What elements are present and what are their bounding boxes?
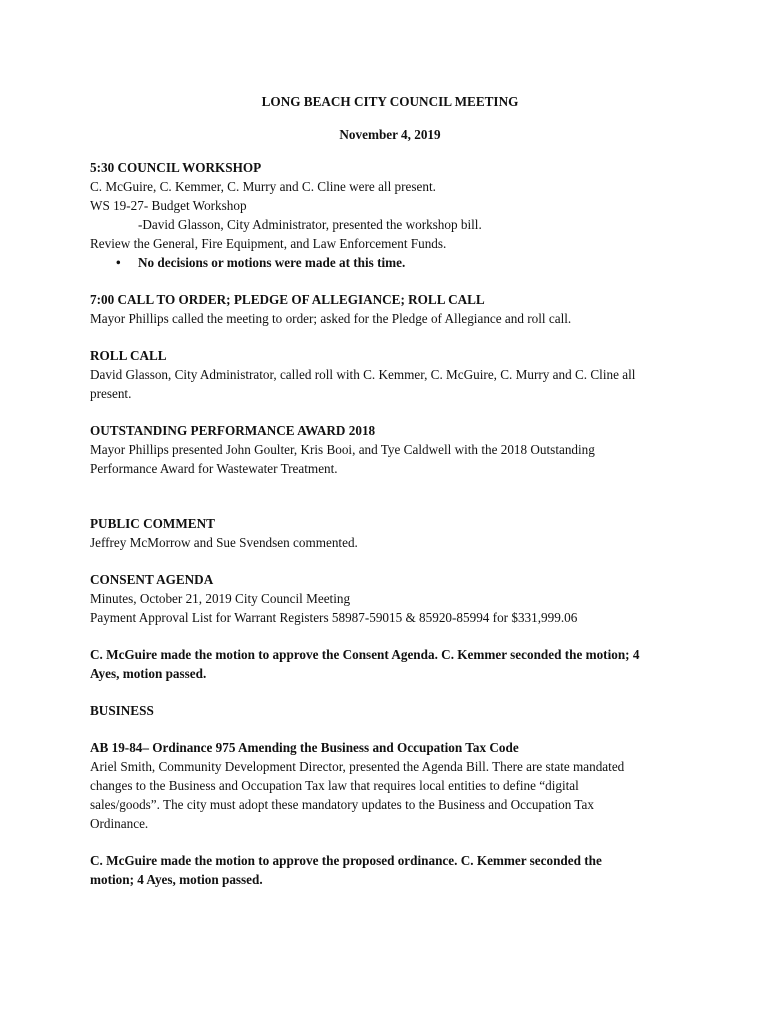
business-section	[90, 701, 690, 720]
public-comment-section	[90, 514, 690, 552]
workshop-heading: 5:30 COUNCIL WORKSHOP	[90, 160, 262, 175]
ordinance-motion-line-1: C. McGuire made the motion to approve the proposed ordinance. C. Kemmer seconded the	[90, 853, 602, 868]
call-to-order-text: Mayor Phillips called the meeting to order; asked for the Pledge of Allegiance and roll call.	[90, 311, 572, 326]
consent-agenda-heading: CONSENT AGENDA	[90, 572, 214, 587]
workshop-bullet-text: No decisions or motions were made at this time.	[138, 255, 406, 270]
award-heading: OUTSTANDING PERFORMANCE AWARD 2018	[90, 423, 376, 438]
ab-19-84-section	[90, 738, 690, 833]
consent-motion-line-1: C. McGuire made the motion to approve the Consent Agenda. C. Kemmer seconded the motion; 4	[90, 647, 640, 662]
meeting-date: November 4, 2019	[339, 127, 441, 142]
consent-agenda-section	[90, 570, 690, 627]
call-to-order-section	[90, 290, 690, 328]
workshop-review: Review the General, Fire Equipment, and Law Enforcement Funds.	[90, 236, 447, 251]
consent-motion-line-2: Ayes, motion passed.	[90, 666, 207, 681]
workshop-section	[90, 158, 690, 272]
ab-19-84-line-1: Ariel Smith, Community Development Director, presented the Agenda Bill. There are state mandated	[90, 759, 625, 774]
consent-motion-section	[90, 645, 690, 683]
roll-call-heading: ROLL CALL	[90, 348, 167, 363]
ordinance-motion-line-2: motion; 4 Ayes, motion passed.	[90, 872, 263, 887]
ab-19-84-heading: AB 19-84– Ordinance 975 Amending the Business and Occupation Tax Code	[90, 740, 519, 755]
roll-call-section	[90, 346, 690, 403]
business-heading: BUSINESS	[90, 703, 154, 718]
ab-19-84-line-4: Ordinance.	[90, 816, 149, 831]
ordinance-motion-section	[90, 851, 690, 889]
public-comment-heading: PUBLIC COMMENT	[90, 516, 215, 531]
consent-agenda-line-1: Minutes, October 21, 2019 City Council Meeting	[90, 591, 351, 606]
public-comment-text: Jeffrey McMorrow and Sue Svendsen commented.	[90, 535, 358, 550]
workshop-attendance: C. McGuire, C. Kemmer, C. Murry and C. Cline were all present.	[90, 179, 436, 194]
consent-agenda-line-2: Payment Approval List for Warrant Registers 58987-59015 & 85920-85994 for $331,999.06	[90, 610, 578, 625]
workshop-bullet	[90, 253, 690, 272]
roll-call-line-2: present.	[90, 386, 132, 401]
workshop-item: WS 19-27- Budget Workshop	[90, 198, 247, 213]
ab-19-84-line-2: changes to the Business and Occupation Tax law that requires local entities to define “digital	[90, 778, 579, 793]
roll-call-line-1: David Glasson, City Administrator, called roll with C. Kemmer, C. McGuire, C. Murry and C. Cline all	[90, 367, 636, 382]
document-page	[90, 92, 690, 907]
workshop-presenter: -David Glasson, City Administrator, presented the workshop bill.	[138, 217, 482, 232]
ab-19-84-line-3: sales/goods”. The city must adopt these mandatory updates to the Business and Occupation Tax	[90, 797, 595, 812]
award-line-1: Mayor Phillips presented John Goulter, Kris Booi, and Tye Caldwell with the 2018 Outstanding	[90, 442, 595, 457]
award-line-2: Performance Award for Wastewater Treatment.	[90, 461, 338, 476]
bullet-dot-icon: •	[116, 255, 121, 270]
award-section	[90, 421, 690, 478]
document-title: LONG BEACH CITY COUNCIL MEETING	[261, 94, 519, 109]
call-to-order-heading: 7:00 CALL TO ORDER; PLEDGE OF ALLEGIANCE; ROLL CALL	[90, 292, 485, 307]
